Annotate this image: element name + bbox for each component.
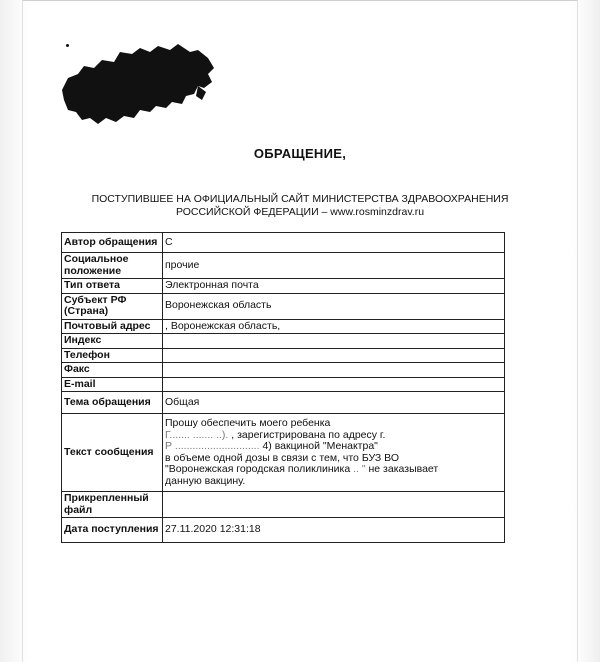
table-row xyxy=(62,334,505,349)
index-value xyxy=(163,334,505,349)
phone-label: Телефон xyxy=(62,348,163,363)
subject-value: Воронежская область xyxy=(163,293,505,319)
message-line: Прошу обеспечить моего ребенка xyxy=(165,417,331,429)
date-value: 27.11.2020 12:31:18 xyxy=(163,518,505,543)
fax-value xyxy=(163,363,505,378)
message-value xyxy=(163,414,505,492)
message-line-text: не заказывает xyxy=(368,463,439,475)
table-row xyxy=(62,518,505,543)
attachment-label: Прикрепленный файл xyxy=(62,492,163,518)
attachment-value xyxy=(163,492,505,518)
email-label: E-mail xyxy=(62,377,163,392)
email-value xyxy=(163,377,505,392)
message-line-text: , зарегистрирована по адресу г. xyxy=(231,428,386,441)
appeal-form-table xyxy=(61,232,505,543)
document-subtitle xyxy=(40,193,560,218)
page-edge xyxy=(577,0,578,662)
russia-map-emblem xyxy=(58,38,218,128)
answer-type-label: Тип ответа xyxy=(62,279,163,294)
table-row xyxy=(62,377,505,392)
phone-value xyxy=(163,348,505,363)
message-line: данную вакцину. xyxy=(165,474,246,487)
page-edge xyxy=(22,0,23,662)
table-row xyxy=(62,414,505,492)
table-row xyxy=(62,293,505,319)
index-label: Индекс xyxy=(62,334,163,349)
table-row xyxy=(62,279,505,294)
message-label: Текст сообщения xyxy=(62,414,163,492)
subject-label: Субъект РФ (Страна) xyxy=(62,293,163,319)
address-value: , Воронежская область, xyxy=(163,319,505,334)
table-row xyxy=(62,363,505,378)
message-redacted: Г....... ....... ..). xyxy=(165,428,229,441)
document-title: ОБРАЩЕНИЕ, xyxy=(253,146,347,161)
topic-value: Общая xyxy=(163,392,505,414)
author-label: Автор обращения xyxy=(62,233,163,253)
table-row xyxy=(62,348,505,363)
social-value: прочие xyxy=(163,253,505,279)
table-row xyxy=(62,392,505,414)
page-edge xyxy=(22,0,578,1)
message-line xyxy=(165,464,502,476)
social-label: Социальное положение xyxy=(62,253,163,279)
message-line-text: 4) вакциной "Менактра" xyxy=(262,440,378,452)
table-row xyxy=(62,492,505,518)
table-row xyxy=(62,233,505,253)
fax-label: Факс xyxy=(62,363,163,378)
message-redacted: .. " xyxy=(353,463,366,475)
table-row xyxy=(62,319,505,334)
subtitle-line-1: ПОСТУПИВШЕЕ НА ОФИЦИАЛЬНЫЙ САЙТ МИНИСТЕРСТВА ЗДРАВООХРАНЕНИЯ xyxy=(91,193,509,205)
date-label: Дата поступления xyxy=(62,518,163,543)
message-line: в объеме одной дозы в связи с тем, что БУЗ ВО xyxy=(165,451,399,464)
author-value-text: С xyxy=(165,235,173,248)
message-line xyxy=(165,441,502,453)
table-row xyxy=(62,253,505,279)
address-label: Почтовый адрес xyxy=(62,319,163,334)
subtitle-line-2: РОССИЙСКОЙ ФЕДЕРАЦИИ – www.rosminzdrav.ru xyxy=(175,205,425,218)
message-redacted: Р ............................. xyxy=(165,440,260,452)
topic-label: Тема обращения xyxy=(62,392,163,414)
message-line-text: "Воронежская городская поликлиника xyxy=(165,463,351,475)
answer-type-value: Электронная почта xyxy=(163,279,505,294)
author-value xyxy=(163,233,505,253)
